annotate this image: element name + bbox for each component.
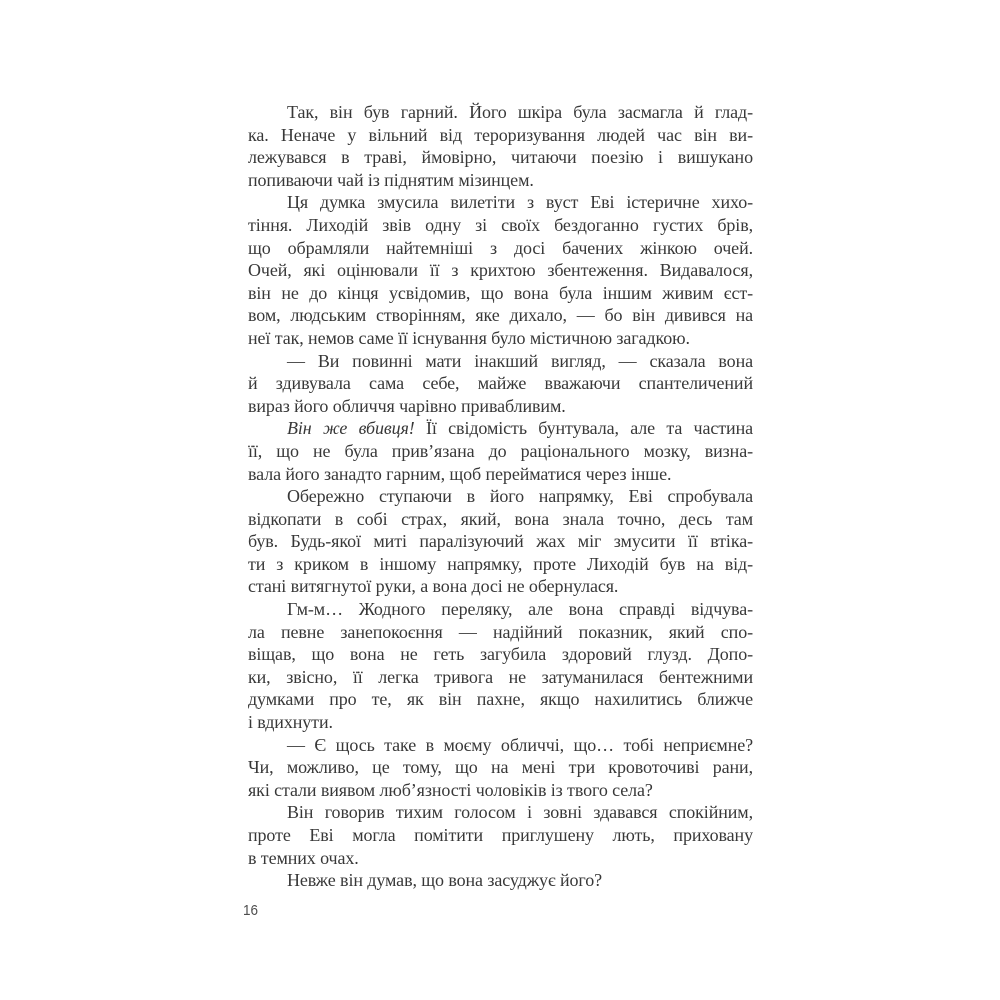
- text-line: ка. Неначе у вільний від тероризування людей час він ви-: [248, 124, 753, 145]
- text-line: які стали виявом люб’язності чоловіків із твого села?: [248, 779, 653, 800]
- paragraph: [248, 417, 753, 485]
- text-line: ла певне занепокоєння — надійний показник, який спо-: [248, 621, 753, 642]
- paragraph: [248, 801, 753, 869]
- paragraph: [248, 191, 753, 349]
- text-line: Він говорив тихим голосом і зовні здавався спокійним,: [287, 802, 753, 823]
- text-line: тіння. Лиходій звів одну зі своїх бездоганно густих брів,: [248, 214, 753, 235]
- text-line: — Є щось таке в моєму обличчі, що… тобі неприємне?: [287, 734, 753, 755]
- text-run: Її свідомість бунтувала, але та частина: [414, 418, 753, 439]
- text-line: вом, людським створінням, яке дихало, — бо він дивився на: [248, 305, 753, 326]
- text-line: неї так, немов саме її існування було містичною загадкою.: [248, 327, 690, 348]
- paragraph: [248, 101, 753, 191]
- text-line: попиваючи чай із піднятим мізинцем.: [248, 169, 534, 190]
- text-line: Невже він думав, що вона засуджує його?: [287, 870, 603, 891]
- text-line: віщав, що вона не геть загубила здоровий глузд. Допо-: [248, 644, 753, 665]
- text-line: Обережно ступаючи в його напрямку, Еві спробувала: [287, 486, 753, 507]
- text-line: думками про те, як він пахне, якщо нахилитись ближче: [248, 689, 753, 710]
- paragraph: [248, 598, 753, 734]
- text-line: вираз його обличчя чарівно привабливим.: [248, 395, 566, 416]
- paragraph-dialogue: [248, 350, 753, 418]
- text-line: — Ви повинні мати інакший вигляд, — сказала вона: [287, 350, 753, 371]
- text-line: й здивувала сама себе, майже вважаючи спантеличений: [248, 373, 753, 394]
- text-line: ки, звісно, її легка тривога не затуманилася бентежними: [248, 666, 753, 687]
- text-line: ти з криком в іншому напрямку, проте Лиходій був на від-: [248, 553, 753, 574]
- text-line: вала його занадто гарним, щоб перейматися через інше.: [248, 463, 672, 484]
- paragraph: [248, 485, 753, 598]
- text-line: він не до кінця усвідомив, що вона була іншим живим єст-: [248, 282, 753, 303]
- paragraph: [248, 869, 753, 892]
- text-line: і вдихнути.: [248, 712, 333, 733]
- text-line: [248, 417, 753, 440]
- paragraph-dialogue: [248, 734, 753, 802]
- text-line: лежувався в траві, ймовірно, читаючи поезію і вишукано: [248, 147, 753, 168]
- text-line: Так, він був гарний. Його шкіра була засмагла й глад-: [287, 102, 753, 122]
- text-line: в темних очах.: [248, 847, 359, 868]
- italic-phrase: Він же вбивця!: [287, 418, 415, 439]
- text-line: Ця думка змусила вилетіти з вуст Еві істеричне хихо-: [287, 192, 753, 213]
- text-line: Очей, які оцінювали її з крихтою збентеження. Видавалося,: [248, 260, 753, 281]
- text-line: її, що не була прив’язана до раціонального мозку, визна-: [248, 440, 753, 461]
- text-line: Гм-м… Жодного переляку, але вона справді відчува-: [287, 599, 753, 620]
- text-line: стані витягнутої руки, а вона досі не обернулася.: [248, 576, 619, 597]
- text-line: проте Еві могла помітити приглушену лють, приховану: [248, 825, 753, 845]
- body-text: [248, 101, 753, 892]
- page-number: 16: [243, 902, 259, 919]
- text-line: що обрамляли найтемніші з досі бачених жінкою очей.: [248, 237, 753, 258]
- text-line: був. Будь-якої миті паралізуючий жах міг змусити її втіка-: [248, 531, 753, 552]
- text-line: відкопати в собі страх, який, вона знала точно, десь там: [248, 508, 753, 529]
- text-line: Чи, можливо, це тому, що на мені три кровоточиві рани,: [248, 757, 753, 778]
